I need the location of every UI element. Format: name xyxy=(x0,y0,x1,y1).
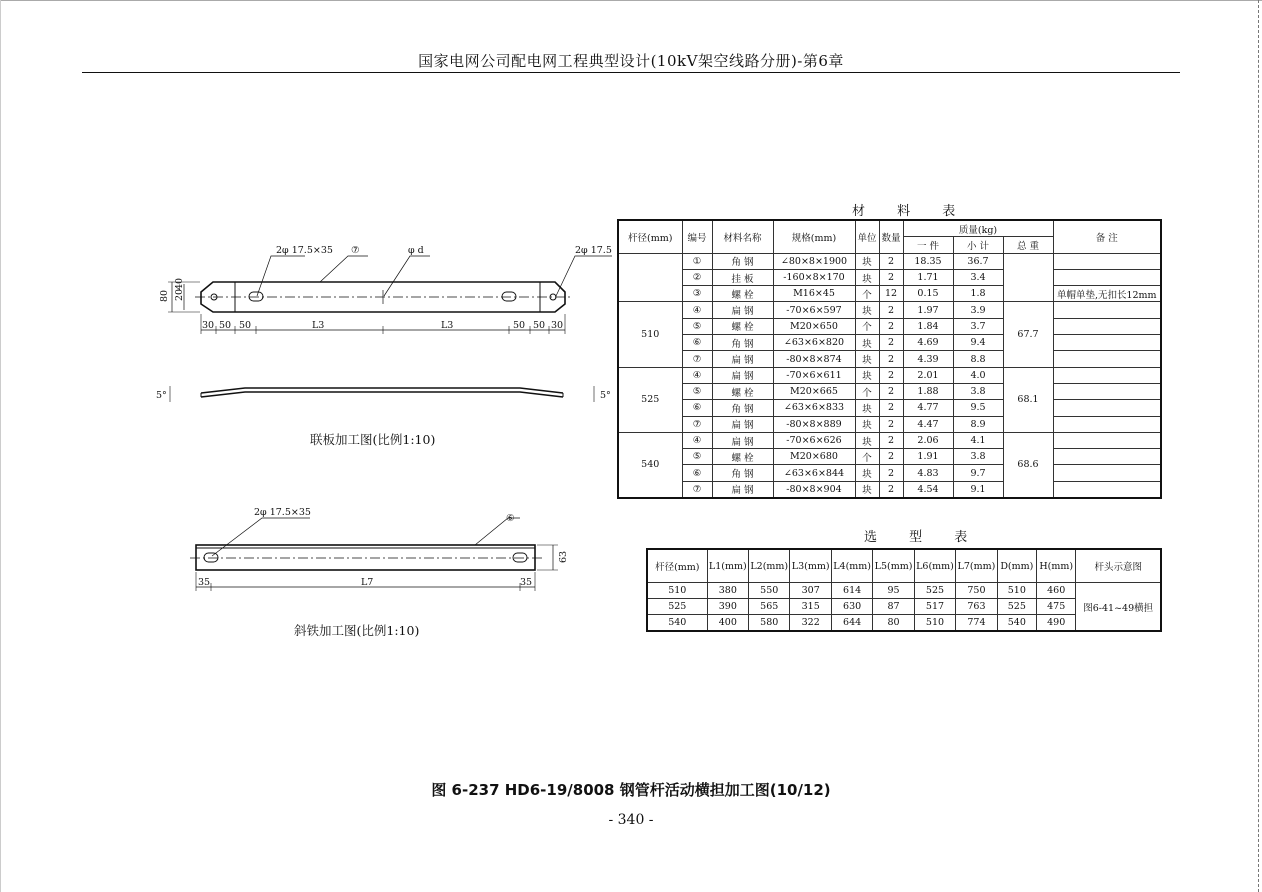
cell-num: ④ xyxy=(682,432,712,448)
cell-each: 18.35 xyxy=(903,253,953,269)
cell-num: ⑥ xyxy=(682,465,712,481)
selection-cell: 644 xyxy=(831,615,872,632)
cell-remark xyxy=(1053,400,1161,416)
selection-cell: 460 xyxy=(1037,583,1076,599)
cell-subtotal: 3.8 xyxy=(953,449,1003,465)
cell-remark xyxy=(1053,351,1161,367)
selection-header-cell: D(mm) xyxy=(997,549,1036,583)
cell-qty: 2 xyxy=(879,465,903,481)
cell-subtotal: 9.4 xyxy=(953,335,1003,351)
cell-unit: 块 xyxy=(855,367,879,383)
cell-pole-dia: 510 xyxy=(618,302,682,367)
cell-each: 1.97 xyxy=(903,302,953,318)
figure-caption: 图 6-237 HD6-19/8008 钢管杆活动横担加工图(10/12) xyxy=(431,781,831,799)
cell-each: 4.83 xyxy=(903,465,953,481)
material-row xyxy=(618,416,1161,432)
selection-cell: 750 xyxy=(956,583,997,599)
cell-qty: 2 xyxy=(879,351,903,367)
pole-head-diagram-ref: 图6-41~49横担 xyxy=(1076,583,1161,632)
brace-iron-drawing xyxy=(190,518,558,591)
cell-num: ① xyxy=(682,253,712,269)
material-row xyxy=(618,383,1161,399)
hdr-qty: 数量 xyxy=(879,220,903,253)
cell-spec: M20×665 xyxy=(773,383,855,399)
cell-each: 4.54 xyxy=(903,481,953,498)
selection-cell: 540 xyxy=(647,615,707,632)
cell-name: 螺 栓 xyxy=(712,318,773,334)
selection-cell: 510 xyxy=(914,615,955,632)
cell-qty: 2 xyxy=(879,253,903,269)
hdr-name: 材料名称 xyxy=(712,220,773,253)
selection-cell: 540 xyxy=(997,615,1036,632)
cell-remark xyxy=(1053,481,1161,498)
cell-unit: 个 xyxy=(855,383,879,399)
cell-pole-dia: 540 xyxy=(618,432,682,498)
cell-qty: 2 xyxy=(879,302,903,318)
cell-qty: 2 xyxy=(879,269,903,285)
selection-header-cell: L7(mm) xyxy=(956,549,997,583)
cell-num: ⑤ xyxy=(682,318,712,334)
angle-right: 5° xyxy=(600,390,611,401)
cell-qty: 2 xyxy=(879,318,903,334)
dim-L3-right: L3 xyxy=(441,320,454,331)
cell-unit: 块 xyxy=(855,269,879,285)
cell-each: 4.39 xyxy=(903,351,953,367)
dim-50-right-b: 50 xyxy=(533,320,546,331)
cell-num: ③ xyxy=(682,286,712,302)
cell-spec: M20×680 xyxy=(773,449,855,465)
cell-remark xyxy=(1053,449,1161,465)
selection-cell: 315 xyxy=(790,599,831,615)
cell-unit: 块 xyxy=(855,400,879,416)
cell-unit: 块 xyxy=(855,481,879,498)
label-hole-slot: 2φ 17.5×35 xyxy=(276,245,333,256)
hdr-mass: 质量(kg) xyxy=(903,220,1053,237)
cell-num: ⑥ xyxy=(682,400,712,416)
cell-remark xyxy=(1053,367,1161,383)
selection-cell: 517 xyxy=(914,599,955,615)
cell-unit: 个 xyxy=(855,449,879,465)
cell-subtotal: 1.8 xyxy=(953,286,1003,302)
cell-spec: ∠63×6×820 xyxy=(773,335,855,351)
cell-total: 67.7 xyxy=(1003,302,1053,367)
selection-cell: 475 xyxy=(1037,599,1076,615)
cell-num: ⑤ xyxy=(682,383,712,399)
cell-subtotal: 9.7 xyxy=(953,465,1003,481)
cell-subtotal: 8.8 xyxy=(953,351,1003,367)
dim-50-left: 50 xyxy=(219,320,232,331)
dim-L3-left: L3 xyxy=(312,320,325,331)
cell-name: 扁 钢 xyxy=(712,367,773,383)
cell-spec: -70×6×626 xyxy=(773,432,855,448)
selection-cell: 87 xyxy=(873,599,914,615)
material-row xyxy=(618,286,1161,302)
cell-each: 1.91 xyxy=(903,449,953,465)
label-hole-right: 2φ 17.5 xyxy=(575,245,612,256)
material-row xyxy=(618,318,1161,334)
cell-unit: 个 xyxy=(855,286,879,302)
cell-remark xyxy=(1053,416,1161,432)
cell-qty: 2 xyxy=(879,416,903,432)
cell-qty: 2 xyxy=(879,481,903,498)
material-row xyxy=(618,465,1161,481)
cell-unit: 块 xyxy=(855,302,879,318)
hdr-num: 编号 xyxy=(682,220,712,253)
material-table-title: 材 料 表 xyxy=(852,204,970,219)
cell-num: ⑥ xyxy=(682,335,712,351)
dim-height-63: 63 xyxy=(558,550,569,563)
hdr-unit: 单位 xyxy=(855,220,879,253)
material-table xyxy=(617,219,1162,499)
cell-subtotal: 9.1 xyxy=(953,481,1003,498)
selection-header-cell: L2(mm) xyxy=(749,549,790,583)
cell-num: ④ xyxy=(682,367,712,383)
dim-height-80: 80 xyxy=(159,289,170,302)
page-number: - 340 - xyxy=(608,812,654,828)
cell-each: 2.06 xyxy=(903,432,953,448)
cell-remark xyxy=(1053,432,1161,448)
cell-subtotal: 3.7 xyxy=(953,318,1003,334)
cell-subtotal: 9.5 xyxy=(953,400,1003,416)
cell-num: ② xyxy=(682,269,712,285)
selection-cell: 614 xyxy=(831,583,872,599)
cell-subtotal: 3.4 xyxy=(953,269,1003,285)
material-row xyxy=(618,302,1161,318)
cell-each: 4.47 xyxy=(903,416,953,432)
cell-unit: 个 xyxy=(855,318,879,334)
hdr-subtotal: 小 计 xyxy=(953,237,1003,253)
selection-cell: 322 xyxy=(790,615,831,632)
cell-each: 1.84 xyxy=(903,318,953,334)
label-brace-hole: 2φ 17.5×35 xyxy=(254,507,311,518)
selection-header-cell: L5(mm) xyxy=(873,549,914,583)
angle-left: 5° xyxy=(156,390,167,401)
dim-50-left-b: 50 xyxy=(239,320,252,331)
material-row xyxy=(618,432,1161,448)
selection-cell: 774 xyxy=(956,615,997,632)
cell-name: 角 钢 xyxy=(712,465,773,481)
hdr-total: 总 重 xyxy=(1003,237,1053,253)
dim-30-right: 30 xyxy=(551,320,564,331)
material-row xyxy=(618,351,1161,367)
selection-cell: 80 xyxy=(873,615,914,632)
cell-unit: 块 xyxy=(855,253,879,269)
cell-spec: -70×6×597 xyxy=(773,302,855,318)
cell-num: ⑤ xyxy=(682,449,712,465)
cell-remark: 单帽单垫,无扣长12mm xyxy=(1053,286,1161,302)
cell-unit: 块 xyxy=(855,465,879,481)
cell-each: 2.01 xyxy=(903,367,953,383)
cell-subtotal: 4.0 xyxy=(953,367,1003,383)
selection-cell: 95 xyxy=(873,583,914,599)
cell-unit: 块 xyxy=(855,351,879,367)
cell-subtotal: 3.9 xyxy=(953,302,1003,318)
cell-spec: M16×45 xyxy=(773,286,855,302)
cell-name: 扁 钢 xyxy=(712,351,773,367)
pole-dia-blank xyxy=(618,253,682,302)
cell-name: 螺 栓 xyxy=(712,383,773,399)
selection-cell: 525 xyxy=(914,583,955,599)
hdr-pole-dia: 杆径(mm) xyxy=(618,220,682,253)
cell-qty: 2 xyxy=(879,449,903,465)
cell-each: 1.71 xyxy=(903,269,953,285)
selection-header-row xyxy=(647,549,1161,583)
cell-qty: 2 xyxy=(879,367,903,383)
cell-num: ⑦ xyxy=(682,351,712,367)
material-row xyxy=(618,367,1161,383)
selection-cell: 400 xyxy=(707,615,748,632)
cell-unit: 块 xyxy=(855,335,879,351)
dim-L7: L7 xyxy=(361,577,374,588)
selection-header-cell: 杆头示意图 xyxy=(1076,549,1161,583)
cell-pole-dia: 525 xyxy=(618,367,682,432)
cell-remark xyxy=(1053,383,1161,399)
hdr-spec: 规格(mm) xyxy=(773,220,855,253)
cell-qty: 2 xyxy=(879,335,903,351)
cell-subtotal: 4.1 xyxy=(953,432,1003,448)
selection-cell: 390 xyxy=(707,599,748,615)
cell-qty: 2 xyxy=(879,432,903,448)
cell-spec: -80×8×904 xyxy=(773,481,855,498)
cell-spec: ∠80×8×1900 xyxy=(773,253,855,269)
selection-cell: 525 xyxy=(647,599,707,615)
label-hole-d: φ d xyxy=(408,245,424,256)
selection-cell: 307 xyxy=(790,583,831,599)
cell-name: 挂 板 xyxy=(712,269,773,285)
cell-total: 68.6 xyxy=(1003,432,1053,498)
selection-header-cell: L3(mm) xyxy=(790,549,831,583)
cell-num: ⑦ xyxy=(682,416,712,432)
material-row xyxy=(618,269,1161,285)
selection-table xyxy=(646,548,1162,632)
material-row xyxy=(618,335,1161,351)
cell-remark xyxy=(1053,253,1161,269)
cell-num: ④ xyxy=(682,302,712,318)
link-plate-caption: 联板加工图(比例1:10) xyxy=(310,432,436,447)
cell-subtotal: 3.8 xyxy=(953,383,1003,399)
cell-qty: 12 xyxy=(879,286,903,302)
hdr-each: 一 件 xyxy=(903,237,953,253)
cell-spec: -70×6×611 xyxy=(773,367,855,383)
cell-name: 角 钢 xyxy=(712,400,773,416)
material-row xyxy=(618,481,1161,498)
selection-cell: 510 xyxy=(647,583,707,599)
cell-qty: 2 xyxy=(879,383,903,399)
cell-remark xyxy=(1053,269,1161,285)
selection-cell: 580 xyxy=(749,615,790,632)
selection-cell: 565 xyxy=(749,599,790,615)
cell-name: 扁 钢 xyxy=(712,432,773,448)
cell-unit: 块 xyxy=(855,416,879,432)
cell-name: 扁 钢 xyxy=(712,481,773,498)
material-row xyxy=(618,253,1161,269)
selection-header-cell: H(mm) xyxy=(1037,549,1076,583)
cell-subtotal: 8.9 xyxy=(953,416,1003,432)
cell-spec: ∠63×6×833 xyxy=(773,400,855,416)
cell-remark xyxy=(1053,302,1161,318)
dim-30-left: 30 xyxy=(202,320,215,331)
cell-each: 4.69 xyxy=(903,335,953,351)
hdr-remark: 备 注 xyxy=(1053,220,1161,253)
selection-cell: 630 xyxy=(831,599,872,615)
material-row xyxy=(618,400,1161,416)
dim-35-left: 35 xyxy=(198,577,211,588)
label-part-6: ⑥ xyxy=(506,513,515,524)
cell-remark xyxy=(1053,465,1161,481)
cell-each: 1.88 xyxy=(903,383,953,399)
dim-height-20: 20 xyxy=(174,288,185,301)
cell-spec: -160×8×170 xyxy=(773,269,855,285)
selection-cell: 525 xyxy=(997,599,1036,615)
brace-iron-caption: 斜铁加工图(比例1:10) xyxy=(294,623,420,638)
dim-35-right: 35 xyxy=(520,577,533,588)
cell-name: 角 钢 xyxy=(712,253,773,269)
cell-name: 螺 栓 xyxy=(712,286,773,302)
cell-each: 4.77 xyxy=(903,400,953,416)
selection-cell: 510 xyxy=(997,583,1036,599)
cell-spec: -80×8×889 xyxy=(773,416,855,432)
cell-name: 扁 钢 xyxy=(712,302,773,318)
cell-name: 角 钢 xyxy=(712,335,773,351)
selection-row xyxy=(647,583,1161,599)
selection-table-title: 选 型 表 xyxy=(864,530,982,545)
cell-qty: 2 xyxy=(879,400,903,416)
cell-num: ⑦ xyxy=(682,481,712,498)
material-row xyxy=(618,449,1161,465)
cell-remark xyxy=(1053,335,1161,351)
cell-spec: M20×650 xyxy=(773,318,855,334)
total-blank xyxy=(1003,253,1053,302)
selection-header-cell: L4(mm) xyxy=(831,549,872,583)
selection-cell: 763 xyxy=(956,599,997,615)
cell-spec: ∠63×6×844 xyxy=(773,465,855,481)
cell-name: 扁 钢 xyxy=(712,416,773,432)
link-plate-drawing xyxy=(168,256,612,402)
cell-name: 螺 栓 xyxy=(712,449,773,465)
dim-50-right: 50 xyxy=(513,320,526,331)
selection-cell: 490 xyxy=(1037,615,1076,632)
page-header: 国家电网公司配电网工程典型设计(10kV架空线路分册)-第6章 xyxy=(418,52,844,70)
cell-unit: 块 xyxy=(855,432,879,448)
cell-subtotal: 36.7 xyxy=(953,253,1003,269)
selection-header-cell: L1(mm) xyxy=(707,549,748,583)
dim-height-40: 40 xyxy=(174,277,185,290)
selection-header-cell: 杆径(mm) xyxy=(647,549,707,583)
cell-spec: -80×8×874 xyxy=(773,351,855,367)
selection-cell: 550 xyxy=(749,583,790,599)
cell-remark xyxy=(1053,318,1161,334)
selection-cell: 380 xyxy=(707,583,748,599)
cell-total: 68.1 xyxy=(1003,367,1053,432)
selection-header-cell: L6(mm) xyxy=(914,549,955,583)
label-part-7: ⑦ xyxy=(351,245,360,256)
cell-each: 0.15 xyxy=(903,286,953,302)
